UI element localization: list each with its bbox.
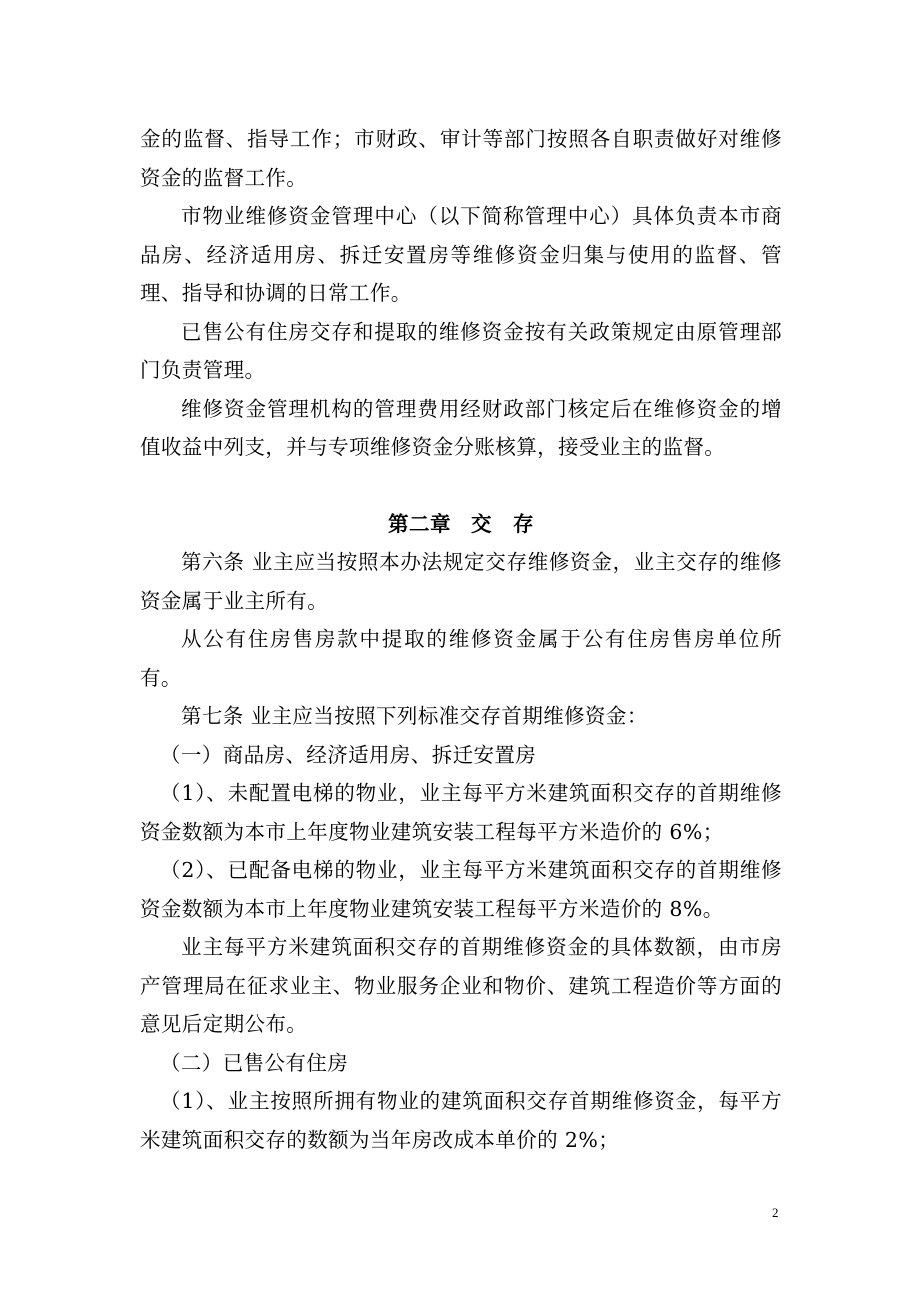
item-one-sub-two: （2）、已配备电梯的物业，业主每平方米建筑面积交存的首期维修资金数额为本市上年度物业建筑安装工程每平方米造价的 8%。 bbox=[140, 858, 782, 921]
chapter-number: 第二章 bbox=[388, 511, 451, 536]
page-number: 2 bbox=[772, 1205, 779, 1220]
paragraph-management-fees: 维修资金管理机构的管理费用经财政部门核定后在维修资金的增值收益中列支，并与专项维修资金分账核算，接受业主的监督。 bbox=[140, 396, 782, 459]
item-two-heading: （二）已售公有住房 bbox=[160, 1050, 349, 1075]
paragraph-public-housing-sale: 从公有住房售房款中提取的维修资金属于公有住房售房单位所有。 bbox=[140, 627, 782, 690]
item-two-sub-one: （1）、业主按照所拥有物业的建筑面积交存首期维修资金，每平方米建筑面积交存的数额为当年房改成本单价的 2%； bbox=[140, 1089, 782, 1152]
article-seven: 第七条 业主应当按照下列标准交存首期维修资金： bbox=[181, 704, 648, 728]
paragraph-specific-amount: 业主每平方米建筑面积交存的首期维修资金的具体数额，由市房产管理局在征求业主、物业服务企业和物价、建筑工程造价等方面的意见后定期公布。 bbox=[140, 935, 782, 1036]
paragraph-public-housing-management: 已售公有住房交存和提取的维修资金按有关政策规定由原管理部门负责管理。 bbox=[140, 319, 782, 382]
paragraph-management-center: 市物业维修资金管理中心（以下简称管理中心）具体负责本市商品房、经济适用房、拆迁安置房等维修资金归集与使用的监督、管理、指导和协调的日常工作。 bbox=[140, 204, 782, 305]
chapter-name: 交 存 bbox=[471, 511, 534, 536]
document-body bbox=[140, 120, 782, 1159]
article-six: 第六条 业主应当按照本办法规定交存维修资金，业主交存的维修资金属于业主所有。 bbox=[140, 550, 782, 613]
chapter-heading bbox=[140, 505, 782, 544]
item-one-heading: （一）商品房、经济适用房、拆迁安置房 bbox=[160, 742, 537, 767]
paragraph-continued: 金的监督、指导工作；市财政、审计等部门按照各自职责做好对维修资金的监督工作。 bbox=[140, 127, 782, 190]
item-one-sub-one: （1）、未配置电梯的物业，业主每平方米建筑面积交存的首期维修资金数额为本市上年度物业建筑安装工程每平方米造价的 6%； bbox=[140, 781, 782, 844]
